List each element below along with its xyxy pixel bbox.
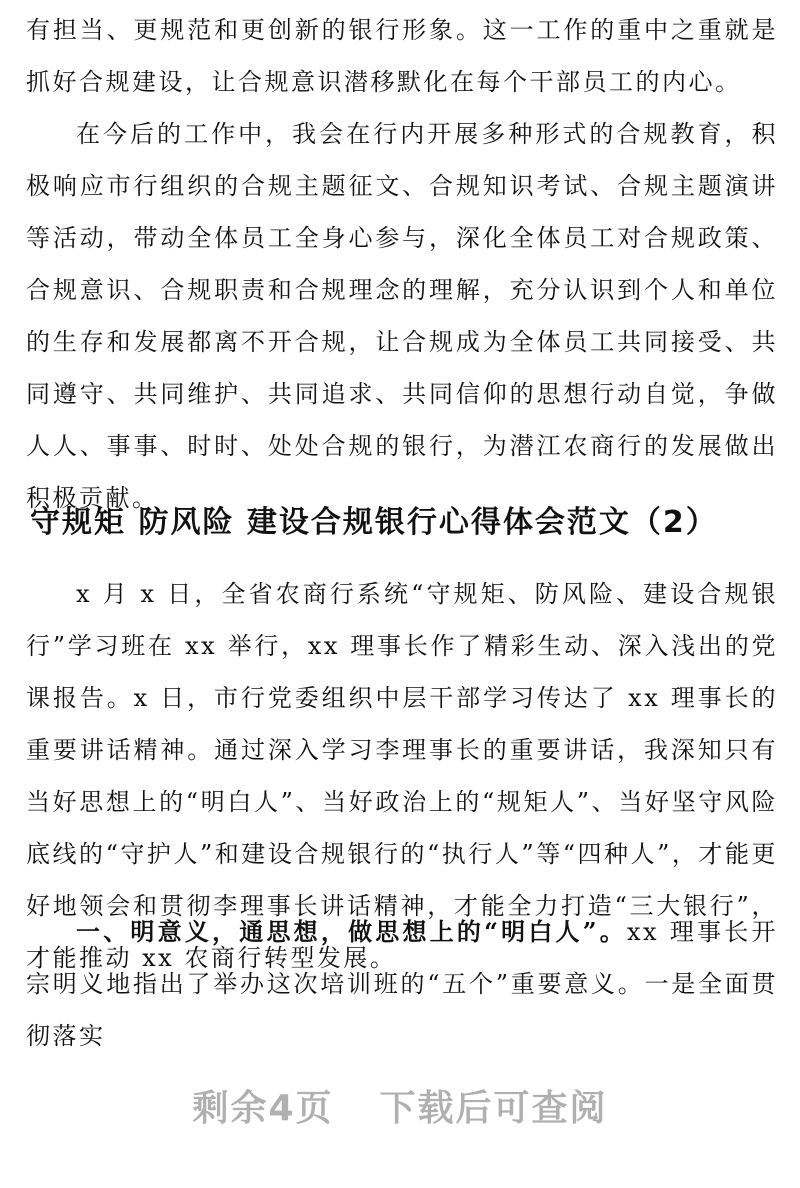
paragraph-4-bold-lead: 一、明意义，通思想，做思想上的“明白人”。 <box>76 917 627 946</box>
section-heading: 守规矩 防风险 建设合规银行心得体会范文（2） <box>30 505 718 540</box>
paragraph-1: 有担当、更规范和更创新的银行形象。这一工作的重中之重就是抓好合规建设，让合规意识潜移默化在每个干部员工的内心。 <box>26 16 778 96</box>
remaining-pages-label: 剩余4页 <box>192 1088 334 1129</box>
download-prompt[interactable] <box>0 1080 800 1131</box>
paragraph-4 <box>26 906 778 1062</box>
paragraph-4-text: xx 理事长开宗明义地指出了举办这次培训班的“五个”重要意义。一是全面贯彻落实 <box>26 918 778 1050</box>
paragraph-2: 在今后的工作中，我会在行内开展多种形式的合规教育，积极响应市行组织的合规主题征文、合规知识考试、合规主题演讲等活动，带动全体员工全身心参与，深化全体员工对合规政策、合规意识、合规职责和合规理念的理解，充分认识到个人和单位的生存和发展都离不开合规，让合规成为全体员工共同接受、共同遵守、共同维护、共同追求、共同信仰的思想行动自觉，争做人人、事事、时时、处处合规的银行，为潜江农商行的发展做出积极贡献。 <box>26 120 778 512</box>
download-to-view-label: 下载后可查阅 <box>379 1088 608 1129</box>
paragraph-3: x 月 x 日，全省农商行系统“守规矩、防风险、建设合规银行”学习班在 xx 举行，xx 理事长作了精彩生动、深入浅出的党课报告。x 日，市行党委组织中层干部学习传达了 xx 理事长的重要讲话精神。通过深入学习李理事长的重要讲话，我深知只有当好思想上的“明白人”、当好政治上的“规矩人”、当好坚守风险底线的“守护人”和建设合规银行的“执行人”等“四种人”，才能更好地领会和贯彻李理事长讲话精神，才能全力打造“三大银行”，才能推动 xx 农商行转型发展。 <box>26 580 778 972</box>
